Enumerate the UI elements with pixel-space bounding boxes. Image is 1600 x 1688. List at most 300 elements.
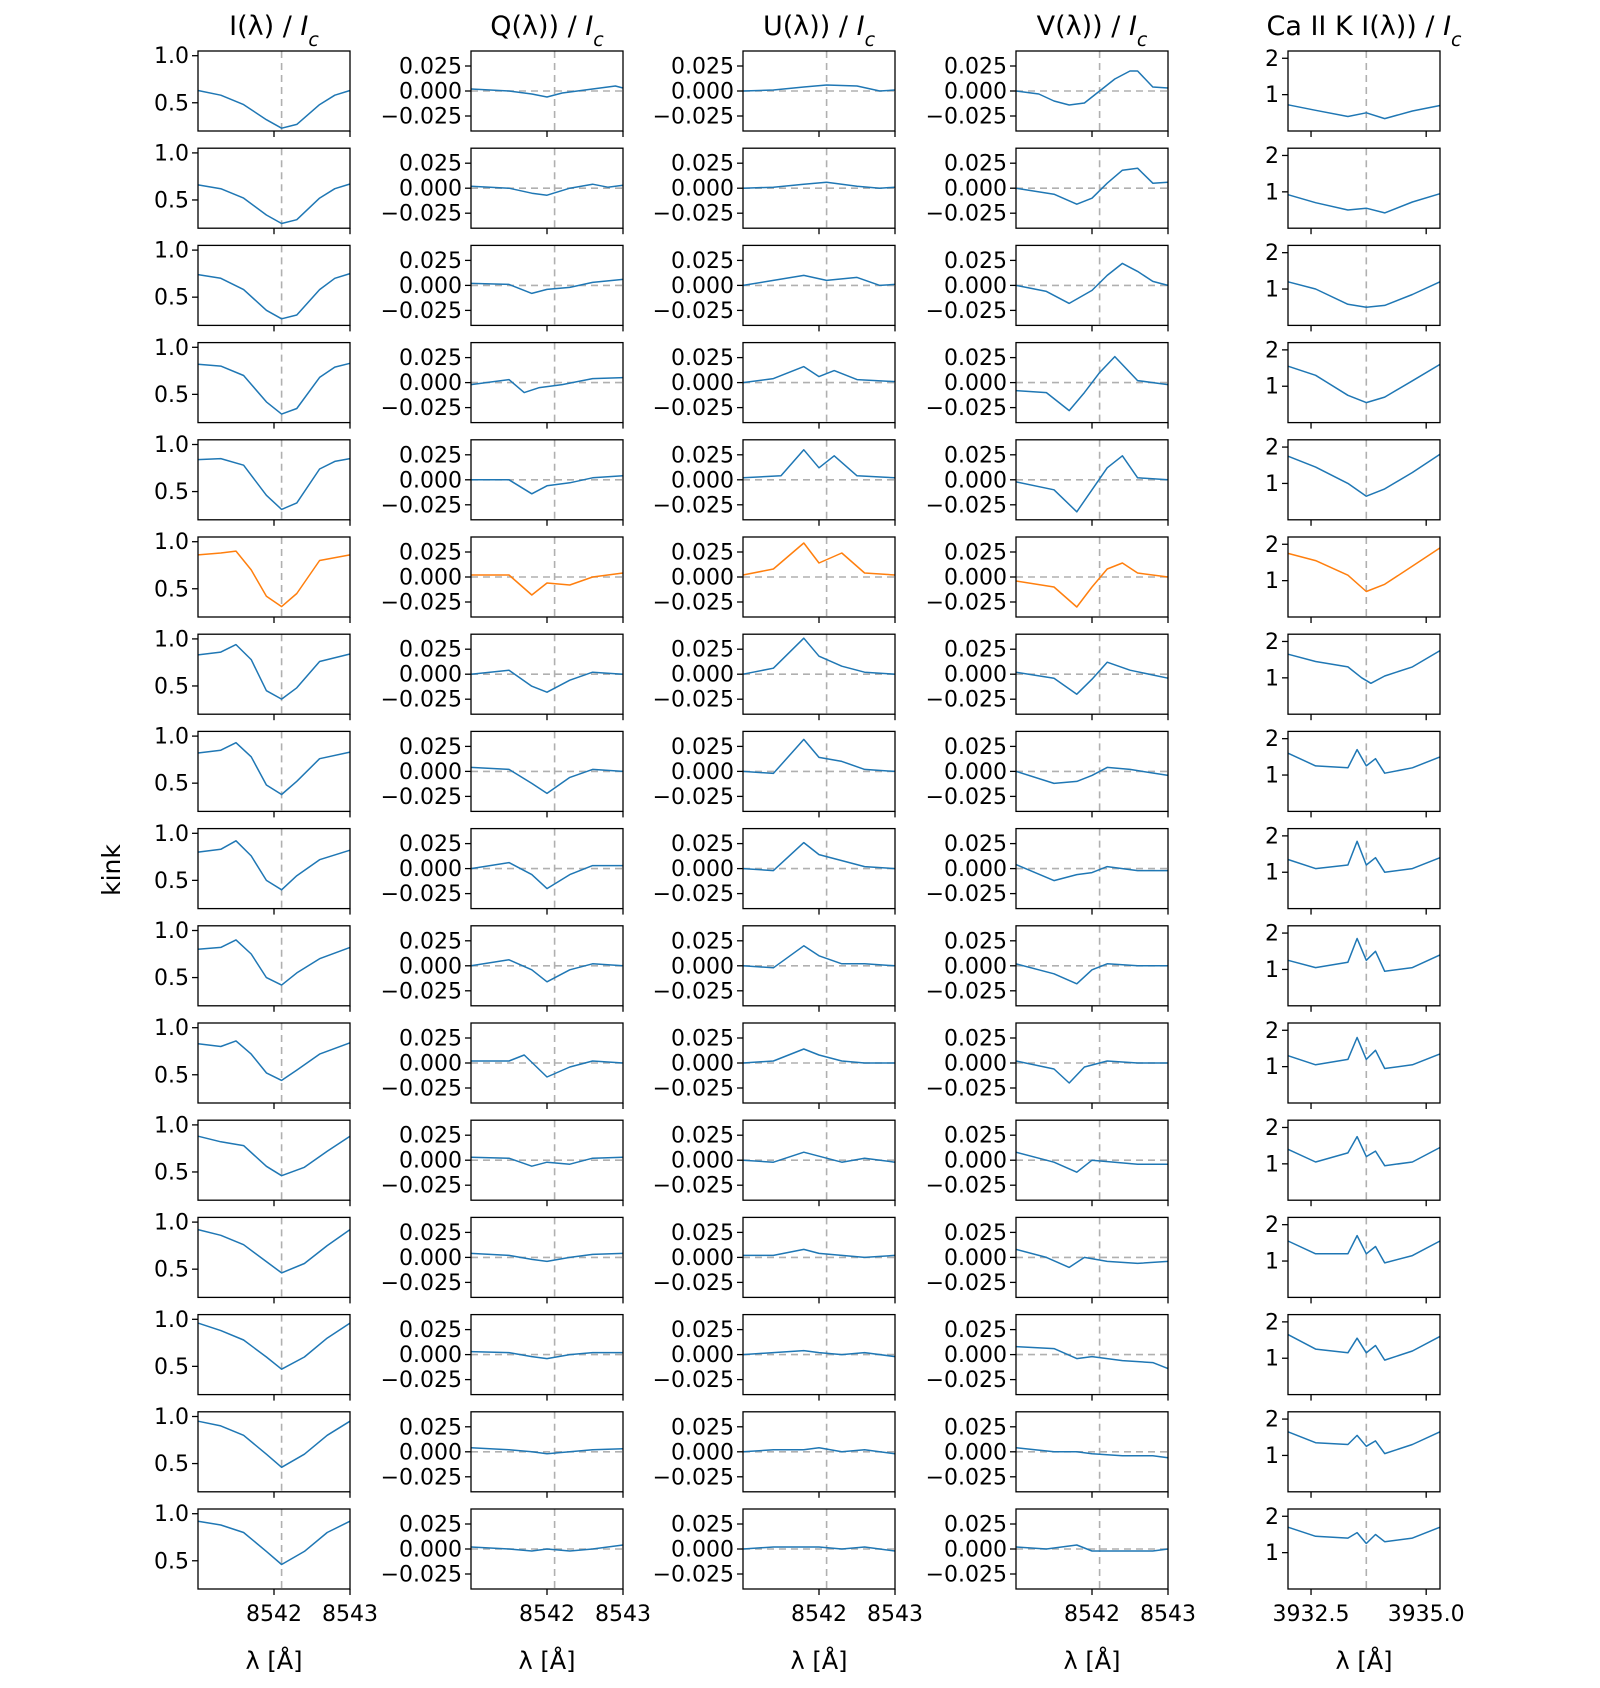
ytick-label: 1.0 bbox=[154, 433, 189, 459]
ytick-label: −0.025 bbox=[925, 1270, 1007, 1296]
profile-line-row15-u bbox=[743, 1448, 895, 1454]
ytick-label: 0.025 bbox=[671, 637, 734, 663]
ytick-label: 0.025 bbox=[944, 832, 1007, 858]
ytick-label: 0.000 bbox=[944, 468, 1007, 494]
panel-row1-q bbox=[381, 51, 623, 137]
ytick-label: −0.025 bbox=[925, 784, 1007, 810]
panel-row2-cak bbox=[1265, 144, 1440, 234]
panel-row4-v bbox=[926, 343, 1168, 429]
ytick-label: 1 bbox=[1265, 277, 1279, 303]
profile-line-row3-u bbox=[743, 275, 895, 285]
panel-row16-v bbox=[926, 1509, 1196, 1675]
ytick-label: 2 bbox=[1265, 46, 1279, 72]
ytick-label: 0.5 bbox=[154, 1063, 189, 1089]
profile-line-row2-cak bbox=[1288, 194, 1440, 213]
x-axis-label-q: λ [Å] bbox=[518, 1647, 576, 1675]
panel-row9-v bbox=[926, 829, 1168, 915]
profile-line-row6-i bbox=[198, 551, 350, 607]
profile-line-row3-q bbox=[471, 279, 623, 293]
profile-line-row9-i bbox=[198, 841, 350, 890]
ytick-label: 0.000 bbox=[944, 79, 1007, 105]
ytick-label: 0.025 bbox=[399, 443, 462, 469]
ytick-label: −0.025 bbox=[652, 493, 734, 519]
panel-row6-q bbox=[381, 537, 623, 623]
profile-line-row5-u bbox=[743, 450, 895, 478]
axes-frame bbox=[198, 245, 350, 325]
ytick-label: 0.000 bbox=[944, 857, 1007, 883]
ytick-label: 0.000 bbox=[399, 1245, 462, 1271]
panel-grid bbox=[154, 11, 1465, 1675]
ytick-label: 0.000 bbox=[399, 1051, 462, 1077]
profile-line-row15-v bbox=[1016, 1448, 1168, 1458]
panel-row11-v bbox=[926, 1023, 1168, 1109]
x-axis-label-i: λ [Å] bbox=[245, 1647, 303, 1675]
ytick-label: 0.000 bbox=[399, 371, 462, 397]
axes-frame bbox=[1288, 1217, 1440, 1297]
ytick-label: 2 bbox=[1265, 629, 1279, 655]
ytick-label: 0.000 bbox=[944, 1051, 1007, 1077]
axes-frame bbox=[198, 1023, 350, 1103]
ytick-label: 1.0 bbox=[154, 724, 189, 750]
profile-line-row10-u bbox=[743, 946, 895, 968]
ytick-label: −0.025 bbox=[925, 493, 1007, 519]
panel-row11-u bbox=[653, 1023, 895, 1109]
panel-row15-v bbox=[926, 1412, 1168, 1498]
ytick-label: 1 bbox=[1265, 1249, 1279, 1275]
column-title-q: $Q(\lambda)) / I_c$ bbox=[490, 11, 604, 51]
profile-line-row5-q bbox=[471, 476, 623, 494]
figure-ylabel: kink bbox=[97, 844, 126, 896]
ytick-label: 0.025 bbox=[944, 540, 1007, 566]
panel-row9-q bbox=[381, 829, 623, 915]
ytick-label: 2 bbox=[1265, 241, 1279, 267]
ytick-label: 0.000 bbox=[944, 273, 1007, 299]
ytick-label: 0.000 bbox=[671, 273, 734, 299]
profile-line-row9-cak bbox=[1288, 841, 1440, 872]
ytick-label: 0.5 bbox=[154, 1452, 189, 1478]
ytick-label: 0.025 bbox=[399, 54, 462, 80]
panel-row3-v bbox=[926, 245, 1168, 331]
ytick-label: 0.025 bbox=[399, 1220, 462, 1246]
profile-line-row10-i bbox=[198, 940, 350, 985]
panel-row11-cak bbox=[1265, 1019, 1440, 1109]
profile-line-row11-cak bbox=[1288, 1038, 1440, 1069]
ytick-label: −0.025 bbox=[380, 1465, 462, 1491]
profile-line-row7-cak bbox=[1288, 651, 1440, 684]
panel-row11-q bbox=[381, 1023, 623, 1109]
panel-row7-cak bbox=[1265, 630, 1440, 720]
panel-row16-q bbox=[381, 1509, 651, 1675]
ytick-label: 0.5 bbox=[154, 382, 189, 408]
panel-row7-q bbox=[381, 634, 623, 720]
ytick-label: 0.000 bbox=[399, 857, 462, 883]
profile-line-row16-q bbox=[471, 1545, 623, 1551]
ytick-label: 0.000 bbox=[671, 1148, 734, 1174]
profile-line-row16-v bbox=[1016, 1545, 1168, 1551]
profile-line-row10-q bbox=[471, 960, 623, 982]
ytick-label: 2 bbox=[1265, 727, 1279, 753]
ytick-label: 0.000 bbox=[944, 1343, 1007, 1369]
panel-row6-i bbox=[154, 530, 350, 623]
ytick-label: −0.025 bbox=[925, 590, 1007, 616]
ytick-label: 0.000 bbox=[671, 857, 734, 883]
ytick-label: 0.025 bbox=[671, 346, 734, 372]
panel-row5-u bbox=[653, 440, 895, 526]
axes-frame bbox=[198, 51, 350, 131]
panel-row10-q bbox=[381, 926, 623, 1012]
profile-line-row14-v bbox=[1016, 1347, 1168, 1369]
ytick-label: 0.000 bbox=[399, 1440, 462, 1466]
panel-row8-cak bbox=[1265, 727, 1440, 817]
axes-frame bbox=[198, 731, 350, 811]
panel-row13-v bbox=[926, 1217, 1168, 1303]
ytick-label: 0.025 bbox=[944, 637, 1007, 663]
profile-line-row11-q bbox=[471, 1055, 623, 1077]
ytick-label: 0.025 bbox=[399, 734, 462, 760]
axes-frame bbox=[1288, 829, 1440, 909]
profile-line-row12-v bbox=[1016, 1152, 1168, 1172]
ytick-label: 0.000 bbox=[671, 79, 734, 105]
panel-row4-u bbox=[653, 343, 895, 429]
ytick-label: 0.025 bbox=[399, 637, 462, 663]
ytick-label: 0.5 bbox=[154, 1549, 189, 1575]
ytick-label: 1 bbox=[1265, 860, 1279, 886]
ytick-label: −0.025 bbox=[380, 1270, 462, 1296]
profile-line-row1-cak bbox=[1288, 105, 1440, 119]
panel-row15-u bbox=[653, 1412, 895, 1498]
ytick-label: 1 bbox=[1265, 569, 1279, 595]
ytick-label: 0.000 bbox=[671, 662, 734, 688]
profile-line-row1-i bbox=[198, 91, 350, 129]
ytick-label: −0.025 bbox=[925, 979, 1007, 1005]
profile-line-row7-i bbox=[198, 645, 350, 700]
panel-row12-cak bbox=[1265, 1116, 1440, 1206]
profile-line-row8-cak bbox=[1288, 750, 1440, 774]
ytick-label: 1.0 bbox=[154, 238, 189, 264]
panel-row12-i bbox=[154, 1113, 350, 1206]
ytick-label: 1.0 bbox=[154, 1016, 189, 1042]
profile-line-row9-v bbox=[1016, 865, 1168, 881]
ytick-label: 0.025 bbox=[399, 1415, 462, 1441]
axes-frame bbox=[1288, 634, 1440, 714]
xtick-label: 8542 bbox=[791, 1602, 847, 1627]
profile-line-row5-v bbox=[1016, 456, 1168, 512]
panel-row5-cak bbox=[1265, 436, 1440, 526]
ytick-label: 0.5 bbox=[154, 1160, 189, 1186]
ytick-label: 0.5 bbox=[154, 674, 189, 700]
profile-line-row2-u bbox=[743, 182, 895, 188]
ytick-label: 0.025 bbox=[399, 1318, 462, 1344]
panel-row12-q bbox=[381, 1120, 623, 1206]
ytick-label: 0.025 bbox=[944, 1123, 1007, 1149]
ytick-label: −0.025 bbox=[380, 784, 462, 810]
ytick-label: −0.025 bbox=[925, 396, 1007, 422]
ytick-label: 0.000 bbox=[944, 565, 1007, 591]
ytick-label: 0.025 bbox=[671, 1415, 734, 1441]
ytick-label: −0.025 bbox=[652, 784, 734, 810]
ytick-label: 1 bbox=[1265, 1152, 1279, 1178]
panel-row7-u bbox=[653, 634, 895, 720]
panel-row10-v bbox=[926, 926, 1168, 1012]
profile-line-row13-cak bbox=[1288, 1236, 1440, 1263]
ytick-label: 0.000 bbox=[399, 1537, 462, 1563]
ytick-label: 0.025 bbox=[399, 832, 462, 858]
ytick-label: 0.025 bbox=[671, 443, 734, 469]
axes-frame bbox=[1288, 440, 1440, 520]
profile-line-row9-u bbox=[743, 843, 895, 871]
profile-line-row12-q bbox=[471, 1157, 623, 1166]
ytick-label: −0.025 bbox=[925, 298, 1007, 324]
ytick-label: 0.025 bbox=[944, 443, 1007, 469]
ytick-label: 0.025 bbox=[399, 151, 462, 177]
ytick-label: −0.025 bbox=[380, 1076, 462, 1102]
axes-frame bbox=[1288, 245, 1440, 325]
ytick-label: −0.025 bbox=[652, 687, 734, 713]
ytick-label: 0.000 bbox=[399, 662, 462, 688]
ytick-label: 0.025 bbox=[399, 1123, 462, 1149]
panel-row4-cak bbox=[1265, 338, 1440, 428]
ytick-label: 2 bbox=[1265, 921, 1279, 947]
axes-frame bbox=[1288, 731, 1440, 811]
ytick-label: 0.000 bbox=[671, 371, 734, 397]
xtick-label: 8543 bbox=[1140, 1602, 1196, 1627]
ytick-label: 1 bbox=[1265, 957, 1279, 983]
ytick-label: 2 bbox=[1265, 824, 1279, 850]
ytick-label: 0.5 bbox=[154, 868, 189, 894]
profile-line-row15-q bbox=[471, 1448, 623, 1454]
ytick-label: 1 bbox=[1265, 471, 1279, 497]
ytick-label: −0.025 bbox=[925, 882, 1007, 908]
column-title-u: $U(\lambda)) / I_c$ bbox=[762, 11, 876, 51]
ytick-label: 0.025 bbox=[399, 1512, 462, 1538]
profile-line-row3-i bbox=[198, 274, 350, 319]
ytick-label: −0.025 bbox=[380, 1173, 462, 1199]
axes-frame bbox=[1288, 1315, 1440, 1395]
ytick-label: 0.025 bbox=[671, 151, 734, 177]
x-axis-label-v: λ [Å] bbox=[1063, 1647, 1121, 1675]
ytick-label: 0.025 bbox=[671, 248, 734, 274]
profile-line-row13-v bbox=[1016, 1249, 1168, 1267]
ytick-label: −0.025 bbox=[380, 396, 462, 422]
profile-line-row15-cak bbox=[1288, 1432, 1440, 1454]
ytick-label: 1.0 bbox=[154, 1307, 189, 1333]
ytick-label: 0.000 bbox=[399, 1343, 462, 1369]
ytick-label: 0.000 bbox=[671, 1051, 734, 1077]
profile-line-row11-u bbox=[743, 1049, 895, 1063]
panel-row3-cak bbox=[1265, 241, 1440, 331]
ytick-label: 1 bbox=[1265, 666, 1279, 692]
ytick-label: 0.025 bbox=[671, 540, 734, 566]
axes-frame bbox=[1288, 1509, 1440, 1589]
panel-row3-i bbox=[154, 239, 350, 332]
ytick-label: 0.5 bbox=[154, 285, 189, 311]
ytick-label: −0.025 bbox=[652, 396, 734, 422]
panel-row1-cak bbox=[1265, 47, 1440, 137]
panel-row3-u bbox=[653, 245, 895, 331]
x-axis-label-u: λ [Å] bbox=[790, 1647, 848, 1675]
ytick-label: 0.5 bbox=[154, 91, 189, 117]
ytick-label: 2 bbox=[1265, 532, 1279, 558]
profile-line-row6-v bbox=[1016, 563, 1168, 607]
ytick-label: 0.025 bbox=[671, 1220, 734, 1246]
axes-frame bbox=[1288, 148, 1440, 228]
panel-row2-q bbox=[381, 148, 623, 234]
ytick-label: 0.000 bbox=[399, 79, 462, 105]
ytick-label: 0.000 bbox=[671, 1537, 734, 1563]
ytick-label: 0.5 bbox=[154, 966, 189, 992]
ytick-label: 1.0 bbox=[154, 919, 189, 945]
ytick-label: 0.025 bbox=[671, 1026, 734, 1052]
xtick-label: 3932.5 bbox=[1272, 1602, 1350, 1627]
panel-row9-cak bbox=[1265, 824, 1440, 914]
ytick-label: −0.025 bbox=[380, 104, 462, 130]
axes-frame bbox=[198, 634, 350, 714]
ytick-label: 0.000 bbox=[944, 1245, 1007, 1271]
ytick-label: 0.000 bbox=[671, 1343, 734, 1369]
ytick-label: −0.025 bbox=[925, 1173, 1007, 1199]
ytick-label: 1.0 bbox=[154, 335, 189, 361]
ytick-label: 0.000 bbox=[399, 954, 462, 980]
ytick-label: −0.025 bbox=[925, 1562, 1007, 1588]
xtick-label: 3935.0 bbox=[1387, 1602, 1465, 1627]
ytick-label: 0.000 bbox=[944, 1440, 1007, 1466]
panel-row9-i bbox=[154, 822, 350, 915]
ytick-label: 0.025 bbox=[671, 734, 734, 760]
panel-row13-i bbox=[154, 1211, 350, 1304]
panel-row5-v bbox=[926, 440, 1168, 526]
xtick-label: 8542 bbox=[519, 1602, 575, 1627]
ytick-label: −0.025 bbox=[925, 1368, 1007, 1394]
profile-line-row14-i bbox=[198, 1323, 350, 1369]
profile-line-row1-v bbox=[1016, 71, 1168, 105]
profile-line-row4-v bbox=[1016, 357, 1168, 411]
panel-row10-i bbox=[154, 919, 350, 1012]
panel-row1-v bbox=[926, 51, 1168, 137]
panel-row5-q bbox=[381, 440, 623, 526]
ytick-label: 0.025 bbox=[399, 540, 462, 566]
panel-row14-v bbox=[926, 1315, 1168, 1401]
ytick-label: −0.025 bbox=[380, 882, 462, 908]
profile-line-row3-cak bbox=[1288, 282, 1440, 307]
panel-row14-q bbox=[381, 1315, 623, 1401]
ytick-label: −0.025 bbox=[652, 590, 734, 616]
profile-line-row5-cak bbox=[1288, 454, 1440, 496]
ytick-label: 0.025 bbox=[944, 346, 1007, 372]
axes-frame bbox=[198, 926, 350, 1006]
panel-row3-q bbox=[381, 245, 623, 331]
panel-row16-cak bbox=[1265, 1505, 1465, 1675]
panel-row8-i bbox=[154, 725, 350, 818]
panel-row16-i bbox=[154, 1502, 378, 1675]
ytick-label: −0.025 bbox=[380, 201, 462, 227]
panel-row8-q bbox=[381, 731, 623, 817]
profile-line-row8-u bbox=[743, 739, 895, 773]
ytick-label: −0.025 bbox=[380, 298, 462, 324]
ytick-label: 0.025 bbox=[944, 929, 1007, 955]
ytick-label: 0.025 bbox=[944, 54, 1007, 80]
profile-line-row14-u bbox=[743, 1351, 895, 1357]
ytick-label: −0.025 bbox=[380, 493, 462, 519]
axes-frame bbox=[1288, 537, 1440, 617]
ytick-label: −0.025 bbox=[380, 687, 462, 713]
panel-row14-i bbox=[154, 1308, 350, 1401]
ytick-label: 1.0 bbox=[154, 530, 189, 556]
profile-line-row6-u bbox=[743, 543, 895, 575]
ytick-label: 0.025 bbox=[399, 346, 462, 372]
ytick-label: 1 bbox=[1265, 1443, 1279, 1469]
ytick-label: 0.000 bbox=[944, 176, 1007, 202]
ytick-label: 0.025 bbox=[671, 1123, 734, 1149]
panel-row12-u bbox=[653, 1120, 895, 1206]
panel-row13-cak bbox=[1265, 1213, 1440, 1303]
ytick-label: 2 bbox=[1265, 1407, 1279, 1433]
profile-line-row13-u bbox=[743, 1249, 895, 1257]
panel-row7-i bbox=[154, 627, 350, 720]
profile-line-row2-v bbox=[1016, 168, 1168, 204]
profile-line-row2-i bbox=[198, 184, 350, 224]
ytick-label: 0.000 bbox=[944, 1537, 1007, 1563]
profile-line-row13-i bbox=[198, 1230, 350, 1273]
profile-line-row9-q bbox=[471, 863, 623, 889]
ytick-label: 0.000 bbox=[944, 662, 1007, 688]
ytick-label: 0.000 bbox=[671, 565, 734, 591]
profile-line-row6-cak bbox=[1288, 548, 1440, 592]
ytick-label: −0.025 bbox=[925, 104, 1007, 130]
panel-row9-u bbox=[653, 829, 895, 915]
ytick-label: −0.025 bbox=[925, 687, 1007, 713]
ytick-label: 0.000 bbox=[671, 176, 734, 202]
profile-line-row4-q bbox=[471, 378, 623, 393]
ytick-label: 0.5 bbox=[154, 188, 189, 214]
ytick-label: 0.5 bbox=[154, 1257, 189, 1283]
ytick-label: 1.0 bbox=[154, 141, 189, 167]
ytick-label: −0.025 bbox=[652, 104, 734, 130]
ytick-label: 0.025 bbox=[671, 1512, 734, 1538]
panel-row14-u bbox=[653, 1315, 895, 1401]
profile-line-row4-cak bbox=[1288, 364, 1440, 402]
ytick-label: 0.000 bbox=[671, 954, 734, 980]
ytick-label: 0.5 bbox=[154, 1354, 189, 1380]
ytick-label: −0.025 bbox=[652, 979, 734, 1005]
ytick-label: 2 bbox=[1265, 338, 1279, 364]
ytick-label: 0.000 bbox=[399, 1148, 462, 1174]
column-title-i: $I(\lambda) / I_c$ bbox=[229, 11, 319, 51]
panel-row2-v bbox=[926, 148, 1168, 234]
profile-line-row8-i bbox=[198, 743, 350, 795]
ytick-label: 1.0 bbox=[154, 1502, 189, 1528]
ytick-label: 0.000 bbox=[399, 176, 462, 202]
panel-row5-i bbox=[154, 433, 350, 526]
ytick-label: 0.5 bbox=[154, 577, 189, 603]
ytick-label: 0.025 bbox=[944, 1026, 1007, 1052]
ytick-label: 1.0 bbox=[154, 1210, 189, 1236]
xtick-label: 8542 bbox=[1064, 1602, 1120, 1627]
ytick-label: 1 bbox=[1265, 1541, 1279, 1567]
profile-line-row10-v bbox=[1016, 964, 1168, 984]
ytick-label: 0.025 bbox=[671, 929, 734, 955]
xtick-label: 8542 bbox=[246, 1602, 302, 1627]
axes-frame bbox=[198, 1217, 350, 1297]
ytick-label: 0.5 bbox=[154, 771, 189, 797]
ytick-label: 1.0 bbox=[154, 44, 189, 70]
xtick-label: 8543 bbox=[867, 1602, 923, 1627]
ytick-label: 2 bbox=[1265, 1213, 1279, 1239]
ytick-label: −0.025 bbox=[380, 590, 462, 616]
panel-row13-u bbox=[653, 1217, 895, 1303]
panel-row2-u bbox=[653, 148, 895, 234]
ytick-label: 1 bbox=[1265, 1055, 1279, 1081]
profile-line-row7-u bbox=[743, 638, 895, 674]
